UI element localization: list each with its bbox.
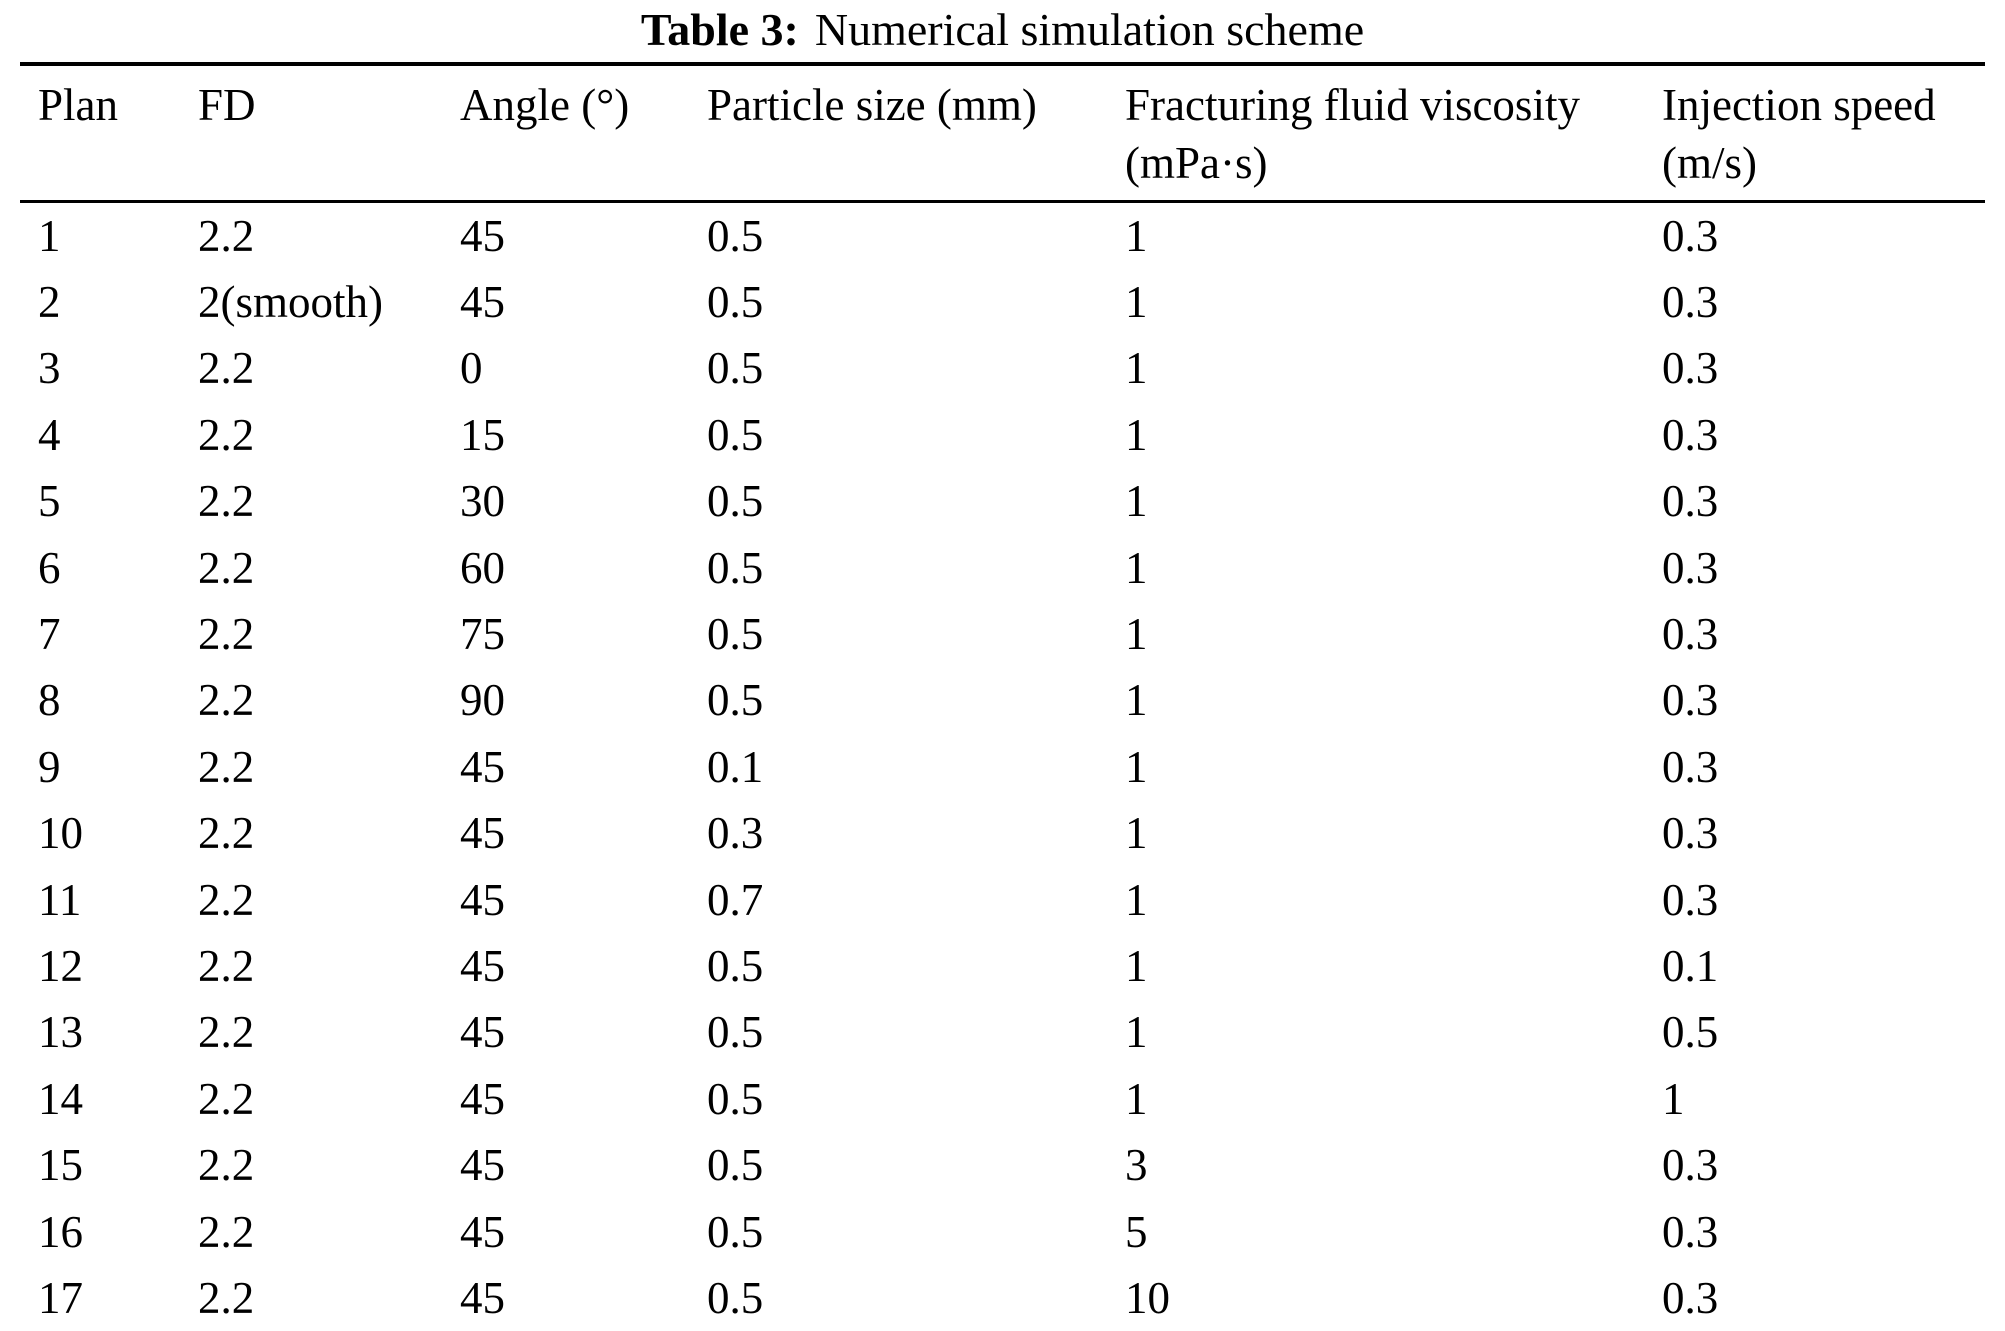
table-cell: 0.5 [707, 1206, 764, 1257]
table-cell: 2.2 [198, 1140, 255, 1191]
table-cell: 2.2 [198, 675, 255, 726]
table-cell: 45 [460, 808, 505, 859]
table-cell: 7 [38, 609, 61, 660]
table-row [20, 336, 1985, 402]
table-cell: 0.5 [707, 609, 764, 660]
column-header-unit: (mPa·s) [1125, 138, 1268, 188]
table-cell: 30 [460, 476, 505, 527]
table-cell: 2.2 [198, 542, 255, 593]
table-cell: 0.3 [1662, 808, 1719, 859]
table-row [20, 1132, 1985, 1198]
column-header-plan [20, 64, 198, 202]
table-cell: 1 [1125, 609, 1148, 660]
table-cell: 12 [38, 940, 83, 991]
table-cell: 45 [460, 741, 505, 792]
column-header-label: Injection speed [1662, 80, 1936, 130]
table-cell: 8 [38, 675, 61, 726]
table-row [20, 801, 1985, 867]
table-row [20, 601, 1985, 667]
table-row [20, 933, 1985, 999]
table-row [20, 402, 1985, 468]
table-cell: 0.3 [1662, 1272, 1719, 1323]
table-cell: 1 [1125, 1073, 1148, 1124]
column-header-particle-size [707, 64, 1125, 202]
table-cell: 15 [38, 1140, 83, 1191]
column-header-unit: (m/s) [1662, 138, 1757, 188]
table-cell: 10 [38, 808, 83, 859]
table-row [20, 269, 1985, 335]
table-row [20, 1066, 1985, 1132]
column-header-fd [198, 64, 460, 202]
column-header-fracturing-fluid-viscosity [1125, 64, 1662, 202]
table-cell: 0.3 [707, 808, 764, 859]
table-header [20, 64, 1985, 202]
column-header-label: Fracturing fluid viscosity [1125, 80, 1580, 130]
table-cell: 4 [38, 409, 61, 460]
column-header-label: Angle (°) [460, 80, 630, 130]
table-cell: 1 [1125, 808, 1148, 859]
table-cell: 0.3 [1662, 210, 1719, 261]
table-cell: 45 [460, 874, 505, 925]
column-header-injection-speed [1662, 64, 1985, 202]
table-caption [0, 0, 2005, 62]
table-cell: 1 [1125, 277, 1148, 328]
table-cell: 75 [460, 609, 505, 660]
table-cell: 0.3 [1662, 874, 1719, 925]
table-cell: 2(smooth) [198, 277, 383, 328]
table-cell: 0 [460, 343, 483, 394]
table-cell: 2.2 [198, 940, 255, 991]
table-cell: 45 [460, 1007, 505, 1058]
table-cell: 0.3 [1662, 675, 1719, 726]
table-cell: 0.5 [707, 476, 764, 527]
table-cell: 2.2 [198, 741, 255, 792]
table-cell: 5 [1125, 1206, 1148, 1257]
table-cell: 0.5 [707, 1140, 764, 1191]
table-cell: 0.5 [707, 277, 764, 328]
simulation-scheme-table [20, 62, 1985, 1331]
table-cell: 45 [460, 1140, 505, 1191]
table-cell: 0.3 [1662, 1206, 1719, 1257]
table-cell: 45 [460, 1073, 505, 1124]
table-row [20, 668, 1985, 734]
table-cell: 1 [1125, 741, 1148, 792]
table-cell: 5 [38, 476, 61, 527]
table-cell: 0.3 [1662, 542, 1719, 593]
table-cell: 2.2 [198, 1272, 255, 1323]
table-cell: 1 [1125, 476, 1148, 527]
table-cell: 1 [38, 210, 61, 261]
table-cell: 90 [460, 675, 505, 726]
table-row [20, 1199, 1985, 1265]
table-cell: 15 [460, 409, 505, 460]
table-cell: 2.2 [198, 476, 255, 527]
table-cell: 0.5 [707, 343, 764, 394]
table-cell: 1 [1662, 1073, 1685, 1124]
table-header-row [20, 64, 1985, 202]
column-header-label: Particle size (mm) [707, 80, 1037, 130]
table-cell: 1 [1125, 542, 1148, 593]
table-cell: 10 [1125, 1272, 1170, 1323]
table-cell: 11 [38, 874, 82, 925]
table-body [20, 202, 1985, 1331]
table-cell: 0.3 [1662, 277, 1719, 328]
table-cell: 3 [38, 343, 61, 394]
table-cell: 1 [1125, 874, 1148, 925]
table-row [20, 535, 1985, 601]
table-cell: 45 [460, 1206, 505, 1257]
table-cell: 1 [1125, 343, 1148, 394]
table-cell: 9 [38, 741, 61, 792]
table-cell: 2.2 [198, 343, 255, 394]
column-header-label: Plan [38, 80, 119, 130]
table-cell: 2.2 [198, 609, 255, 660]
table-cell: 6 [38, 542, 61, 593]
table-cell: 0.5 [707, 409, 764, 460]
table-cell: 45 [460, 1272, 505, 1323]
table-cell: 2.2 [198, 409, 255, 460]
table-cell: 45 [460, 277, 505, 328]
table-cell: 0.5 [707, 1007, 764, 1058]
table-cell: 2.2 [198, 1007, 255, 1058]
table-cell: 0.5 [707, 210, 764, 261]
table-cell: 0.5 [1662, 1007, 1719, 1058]
table-cell: 0.5 [707, 1272, 764, 1323]
table-cell: 17 [38, 1272, 83, 1323]
table-cell: 0.3 [1662, 409, 1719, 460]
table-cell: 1 [1125, 675, 1148, 726]
column-header-angle [460, 64, 707, 202]
table-caption-text: Numerical simulation scheme [814, 4, 1365, 55]
table-cell: 2 [38, 277, 61, 328]
table-cell: 1 [1125, 1007, 1148, 1058]
table-caption-number: Table 3: [640, 4, 799, 55]
table-cell: 1 [1125, 940, 1148, 991]
table-cell: 0.1 [707, 741, 764, 792]
table-cell: 13 [38, 1007, 83, 1058]
table-cell: 2.2 [198, 808, 255, 859]
table-cell: 0.5 [707, 940, 764, 991]
table-row [20, 1265, 1985, 1331]
table-cell: 0.3 [1662, 476, 1719, 527]
table-cell: 2.2 [198, 874, 255, 925]
table-cell: 0.1 [1662, 940, 1719, 991]
table-cell: 3 [1125, 1140, 1148, 1191]
table-cell: 0.7 [707, 874, 764, 925]
table-cell: 14 [38, 1073, 83, 1124]
table-cell: 2.2 [198, 210, 255, 261]
table-cell: 16 [38, 1206, 83, 1257]
table-row [20, 734, 1985, 800]
table-cell: 0.5 [707, 542, 764, 593]
column-header-label: FD [198, 80, 256, 130]
table-cell: 0.3 [1662, 741, 1719, 792]
table-row [20, 202, 1985, 270]
table-cell: 0.3 [1662, 609, 1719, 660]
table-cell: 0.3 [1662, 1140, 1719, 1191]
table-row [20, 1000, 1985, 1066]
table-cell: 2.2 [198, 1206, 255, 1257]
table-cell: 2.2 [198, 1073, 255, 1124]
table-cell: 0.5 [707, 1073, 764, 1124]
table-cell: 60 [460, 542, 505, 593]
table-cell: 1 [1125, 409, 1148, 460]
table-cell: 45 [460, 210, 505, 261]
table-cell: 1 [1125, 210, 1148, 261]
table-cell: 0.3 [1662, 343, 1719, 394]
table-row [20, 469, 1985, 535]
table-cell: 0.5 [707, 675, 764, 726]
table-row [20, 867, 1985, 933]
table-cell: 45 [460, 940, 505, 991]
